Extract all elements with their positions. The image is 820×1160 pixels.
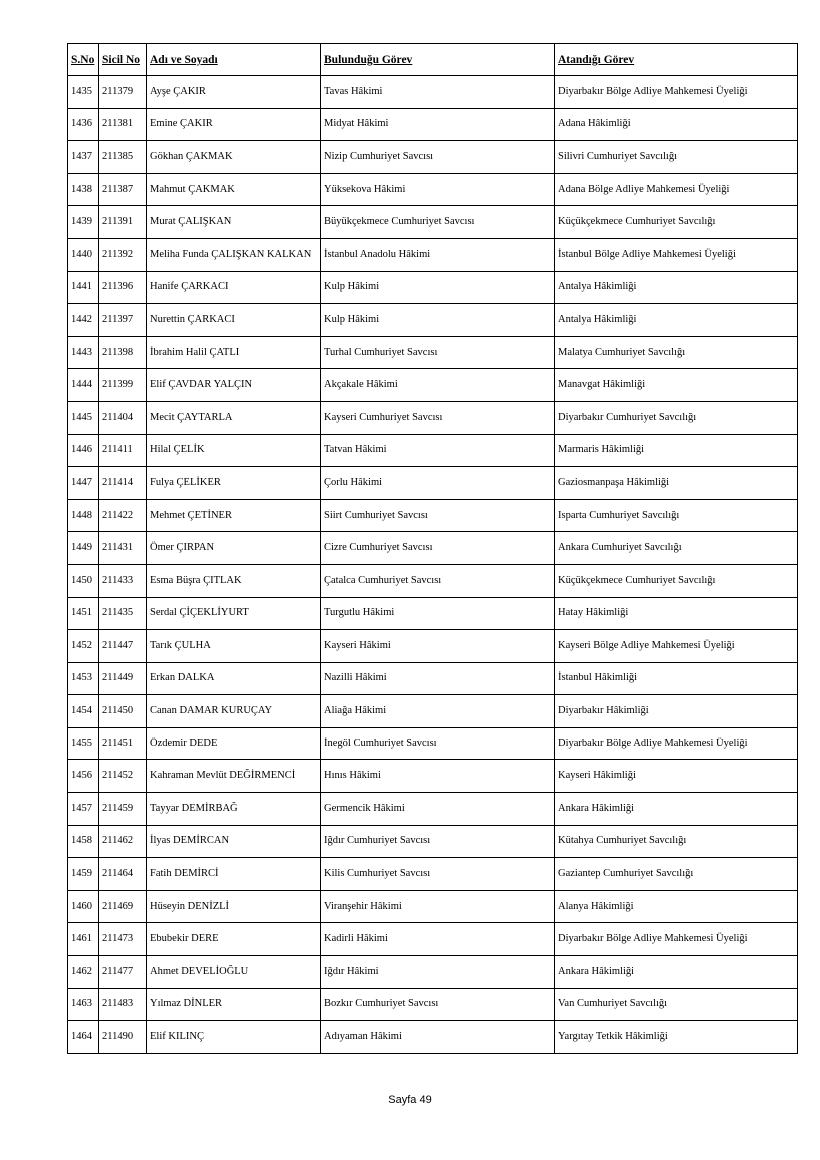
table-row <box>68 988 798 1021</box>
cell-current-post: Viranşehir Hâkimi <box>321 890 555 923</box>
cell-sno: 1463 <box>68 988 99 1021</box>
cell-sno: 1435 <box>68 76 99 109</box>
cell-sicil-no: 211422 <box>99 499 147 532</box>
cell-sno: 1457 <box>68 793 99 826</box>
cell-sno: 1452 <box>68 630 99 663</box>
cell-sicil-no: 211399 <box>99 369 147 402</box>
cell-current-post: Kadirli Hâkimi <box>321 923 555 956</box>
cell-assigned-post: İstanbul Bölge Adliye Mahkemesi Üyeliği <box>555 238 798 271</box>
header-current-post: Bulunduğu Görev <box>321 44 555 76</box>
cell-current-post: Adıyaman Hâkimi <box>321 1021 555 1054</box>
cell-current-post: Aliağa Hâkimi <box>321 695 555 728</box>
cell-assigned-post: Diyarbakır Bölge Adliye Mahkemesi Üyeliği <box>555 923 798 956</box>
cell-sno: 1436 <box>68 108 99 141</box>
cell-sno: 1441 <box>68 271 99 304</box>
cell-sicil-no: 211387 <box>99 173 147 206</box>
cell-name: Mahmut ÇAKMAK <box>147 173 321 206</box>
appointments-table <box>67 43 798 1054</box>
cell-name: Ömer ÇIRPAN <box>147 532 321 565</box>
cell-sno: 1448 <box>68 499 99 532</box>
cell-sicil-no: 211452 <box>99 760 147 793</box>
cell-current-post: Çorlu Hâkimi <box>321 467 555 500</box>
cell-sicil-no: 211391 <box>99 206 147 239</box>
table-row <box>68 271 798 304</box>
cell-current-post: Iğdır Cumhuriyet Savcısı <box>321 825 555 858</box>
header-sno: S.No <box>68 44 99 76</box>
cell-assigned-post: İstanbul Hâkimliği <box>555 662 798 695</box>
cell-sicil-no: 211411 <box>99 434 147 467</box>
cell-current-post: Akçakale Hâkimi <box>321 369 555 402</box>
cell-sno: 1443 <box>68 336 99 369</box>
cell-sno: 1461 <box>68 923 99 956</box>
table-row <box>68 825 798 858</box>
cell-name: Erkan DALKA <box>147 662 321 695</box>
cell-name: İlyas DEMİRCAN <box>147 825 321 858</box>
cell-name: Serdal ÇİÇEKLİYURT <box>147 597 321 630</box>
cell-sno: 1440 <box>68 238 99 271</box>
cell-assigned-post: Diyarbakır Bölge Adliye Mahkemesi Üyeliği <box>555 76 798 109</box>
cell-sicil-no: 211477 <box>99 956 147 989</box>
cell-sno: 1444 <box>68 369 99 402</box>
cell-sno: 1445 <box>68 401 99 434</box>
cell-sicil-no: 211392 <box>99 238 147 271</box>
cell-name: Kahraman Mevlüt DEĞİRMENCİ <box>147 760 321 793</box>
cell-assigned-post: Antalya Hâkimliği <box>555 271 798 304</box>
cell-assigned-post: Diyarbakır Cumhuriyet Savcılığı <box>555 401 798 434</box>
cell-assigned-post: Diyarbakır Bölge Adliye Mahkemesi Üyeliği <box>555 727 798 760</box>
cell-name: Ahmet DEVELİOĞLU <box>147 956 321 989</box>
cell-assigned-post: Antalya Hâkimliği <box>555 304 798 337</box>
table-row <box>68 890 798 923</box>
cell-sno: 1454 <box>68 695 99 728</box>
cell-sno: 1447 <box>68 467 99 500</box>
cell-assigned-post: Ankara Hâkimliği <box>555 793 798 826</box>
table-row <box>68 206 798 239</box>
cell-name: Yılmaz DİNLER <box>147 988 321 1021</box>
cell-name: Canan DAMAR KURUÇAY <box>147 695 321 728</box>
cell-assigned-post: Van Cumhuriyet Savcılığı <box>555 988 798 1021</box>
cell-current-post: Bozkır Cumhuriyet Savcısı <box>321 988 555 1021</box>
table-row <box>68 858 798 891</box>
cell-name: Hanife ÇARKACI <box>147 271 321 304</box>
cell-sicil-no: 211490 <box>99 1021 147 1054</box>
cell-sicil-no: 211459 <box>99 793 147 826</box>
cell-assigned-post: Alanya Hâkimliği <box>555 890 798 923</box>
cell-sno: 1460 <box>68 890 99 923</box>
cell-name: Esma Büşra ÇITLAK <box>147 564 321 597</box>
table-header-row <box>68 44 798 76</box>
cell-current-post: Turhal Cumhuriyet Savcısı <box>321 336 555 369</box>
cell-current-post: Büyükçekmece Cumhuriyet Savcısı <box>321 206 555 239</box>
cell-current-post: Hınıs Hâkimi <box>321 760 555 793</box>
cell-sno: 1451 <box>68 597 99 630</box>
table-row <box>68 1021 798 1054</box>
cell-current-post: Yüksekova Hâkimi <box>321 173 555 206</box>
header-sicil-no: Sicil No <box>99 44 147 76</box>
table-row <box>68 141 798 174</box>
cell-sicil-no: 211385 <box>99 141 147 174</box>
table-row <box>68 532 798 565</box>
table-row <box>68 597 798 630</box>
cell-sicil-no: 211462 <box>99 825 147 858</box>
cell-sicil-no: 211483 <box>99 988 147 1021</box>
cell-sicil-no: 211450 <box>99 695 147 728</box>
table-row <box>68 564 798 597</box>
cell-name: Murat ÇALIŞKAN <box>147 206 321 239</box>
cell-sicil-no: 211414 <box>99 467 147 500</box>
cell-assigned-post: Malatya Cumhuriyet Savcılığı <box>555 336 798 369</box>
cell-assigned-post: Küçükçekmece Cumhuriyet Savcılığı <box>555 564 798 597</box>
table-row <box>68 760 798 793</box>
cell-assigned-post: Isparta Cumhuriyet Savcılığı <box>555 499 798 532</box>
cell-current-post: İnegöl Cumhuriyet Savcısı <box>321 727 555 760</box>
cell-sno: 1442 <box>68 304 99 337</box>
table-row <box>68 630 798 663</box>
cell-current-post: Cizre Cumhuriyet Savcısı <box>321 532 555 565</box>
cell-sicil-no: 211379 <box>99 76 147 109</box>
cell-assigned-post: Gaziantep Cumhuriyet Savcılığı <box>555 858 798 891</box>
page-number: Sayfa 49 <box>388 1094 432 1106</box>
cell-sno: 1464 <box>68 1021 99 1054</box>
cell-assigned-post: Kayseri Bölge Adliye Mahkemesi Üyeliği <box>555 630 798 663</box>
cell-assigned-post: Diyarbakır Hâkimliği <box>555 695 798 728</box>
cell-current-post: Iğdır Hâkimi <box>321 956 555 989</box>
table-row <box>68 76 798 109</box>
cell-name: Elif ÇAVDAR YALÇIN <box>147 369 321 402</box>
table-row <box>68 108 798 141</box>
table-row <box>68 956 798 989</box>
cell-assigned-post: Gaziosmanpaşa Hâkimliği <box>555 467 798 500</box>
cell-assigned-post: Adana Hâkimliği <box>555 108 798 141</box>
cell-current-post: İstanbul Anadolu Hâkimi <box>321 238 555 271</box>
cell-assigned-post: Marmaris Hâkimliği <box>555 434 798 467</box>
cell-sno: 1449 <box>68 532 99 565</box>
cell-assigned-post: Kütahya Cumhuriyet Savcılığı <box>555 825 798 858</box>
cell-sicil-no: 211433 <box>99 564 147 597</box>
cell-name: Emine ÇAKIR <box>147 108 321 141</box>
cell-assigned-post: Yargıtay Tetkik Hâkimliği <box>555 1021 798 1054</box>
table-row <box>68 369 798 402</box>
cell-sicil-no: 211451 <box>99 727 147 760</box>
cell-sno: 1462 <box>68 956 99 989</box>
cell-assigned-post: Manavgat Hâkimliği <box>555 369 798 402</box>
cell-sicil-no: 211473 <box>99 923 147 956</box>
cell-sno: 1459 <box>68 858 99 891</box>
cell-sno: 1458 <box>68 825 99 858</box>
cell-current-post: Nazilli Hâkimi <box>321 662 555 695</box>
cell-sicil-no: 211469 <box>99 890 147 923</box>
cell-name: Ebubekir DERE <box>147 923 321 956</box>
cell-sno: 1450 <box>68 564 99 597</box>
cell-sicil-no: 211381 <box>99 108 147 141</box>
cell-name: Nurettin ÇARKACI <box>147 304 321 337</box>
cell-sicil-no: 211397 <box>99 304 147 337</box>
cell-current-post: Turgutlu Hâkimi <box>321 597 555 630</box>
table-row <box>68 793 798 826</box>
cell-name: İbrahim Halil ÇATLI <box>147 336 321 369</box>
cell-sicil-no: 211449 <box>99 662 147 695</box>
table-row <box>68 499 798 532</box>
cell-current-post: Tavas Hâkimi <box>321 76 555 109</box>
cell-current-post: Kulp Hâkimi <box>321 271 555 304</box>
table-row <box>68 336 798 369</box>
cell-assigned-post: Ankara Cumhuriyet Savcılığı <box>555 532 798 565</box>
cell-current-post: Çatalca Cumhuriyet Savcısı <box>321 564 555 597</box>
cell-assigned-post: Silivri Cumhuriyet Savcılığı <box>555 141 798 174</box>
table-row <box>68 304 798 337</box>
cell-current-post: Kayseri Cumhuriyet Savcısı <box>321 401 555 434</box>
cell-name: Fulya ÇELİKER <box>147 467 321 500</box>
cell-sno: 1438 <box>68 173 99 206</box>
cell-current-post: Nizip Cumhuriyet Savcısı <box>321 141 555 174</box>
cell-name: Elif KILINÇ <box>147 1021 321 1054</box>
cell-assigned-post: Küçükçekmece Cumhuriyet Savcılığı <box>555 206 798 239</box>
cell-assigned-post: Adana Bölge Adliye Mahkemesi Üyeliği <box>555 173 798 206</box>
cell-current-post: Kulp Hâkimi <box>321 304 555 337</box>
cell-current-post: Midyat Hâkimi <box>321 108 555 141</box>
cell-sno: 1453 <box>68 662 99 695</box>
cell-sno: 1455 <box>68 727 99 760</box>
table-row <box>68 695 798 728</box>
cell-sno: 1439 <box>68 206 99 239</box>
cell-assigned-post: Kayseri Hâkimliği <box>555 760 798 793</box>
table-row <box>68 401 798 434</box>
header-assigned-post: Atandığı Görev <box>555 44 798 76</box>
cell-name: Mecit ÇAYTARLA <box>147 401 321 434</box>
cell-name: Meliha Funda ÇALIŞKAN KALKAN <box>147 238 321 271</box>
cell-sicil-no: 211464 <box>99 858 147 891</box>
cell-sno: 1437 <box>68 141 99 174</box>
cell-sicil-no: 211396 <box>99 271 147 304</box>
cell-assigned-post: Hatay Hâkimliği <box>555 597 798 630</box>
cell-sicil-no: 211435 <box>99 597 147 630</box>
cell-name: Gökhan ÇAKMAK <box>147 141 321 174</box>
table-row <box>68 467 798 500</box>
table-row <box>68 434 798 467</box>
cell-name: Ayşe ÇAKIR <box>147 76 321 109</box>
cell-name: Tayyar DEMİRBAĞ <box>147 793 321 826</box>
cell-sicil-no: 211404 <box>99 401 147 434</box>
cell-current-post: Kilis Cumhuriyet Savcısı <box>321 858 555 891</box>
header-name: Adı ve Soyadı <box>147 44 321 76</box>
cell-current-post: Tatvan Hâkimi <box>321 434 555 467</box>
cell-sicil-no: 211398 <box>99 336 147 369</box>
table-row <box>68 173 798 206</box>
cell-current-post: Kayseri Hâkimi <box>321 630 555 663</box>
table-row <box>68 662 798 695</box>
cell-sno: 1456 <box>68 760 99 793</box>
table-row <box>68 727 798 760</box>
cell-current-post: Germencik Hâkimi <box>321 793 555 826</box>
table-row <box>68 923 798 956</box>
table-row <box>68 238 798 271</box>
cell-sicil-no: 211447 <box>99 630 147 663</box>
cell-name: Özdemir DEDE <box>147 727 321 760</box>
cell-assigned-post: Ankara Hâkimliği <box>555 956 798 989</box>
cell-name: Fatih DEMİRCİ <box>147 858 321 891</box>
cell-current-post: Siirt Cumhuriyet Savcısı <box>321 499 555 532</box>
cell-name: Tarık ÇULHA <box>147 630 321 663</box>
cell-name: Hilal ÇELİK <box>147 434 321 467</box>
cell-sicil-no: 211431 <box>99 532 147 565</box>
cell-name: Mehmet ÇETİNER <box>147 499 321 532</box>
cell-sno: 1446 <box>68 434 99 467</box>
cell-name: Hüseyin DENİZLİ <box>147 890 321 923</box>
